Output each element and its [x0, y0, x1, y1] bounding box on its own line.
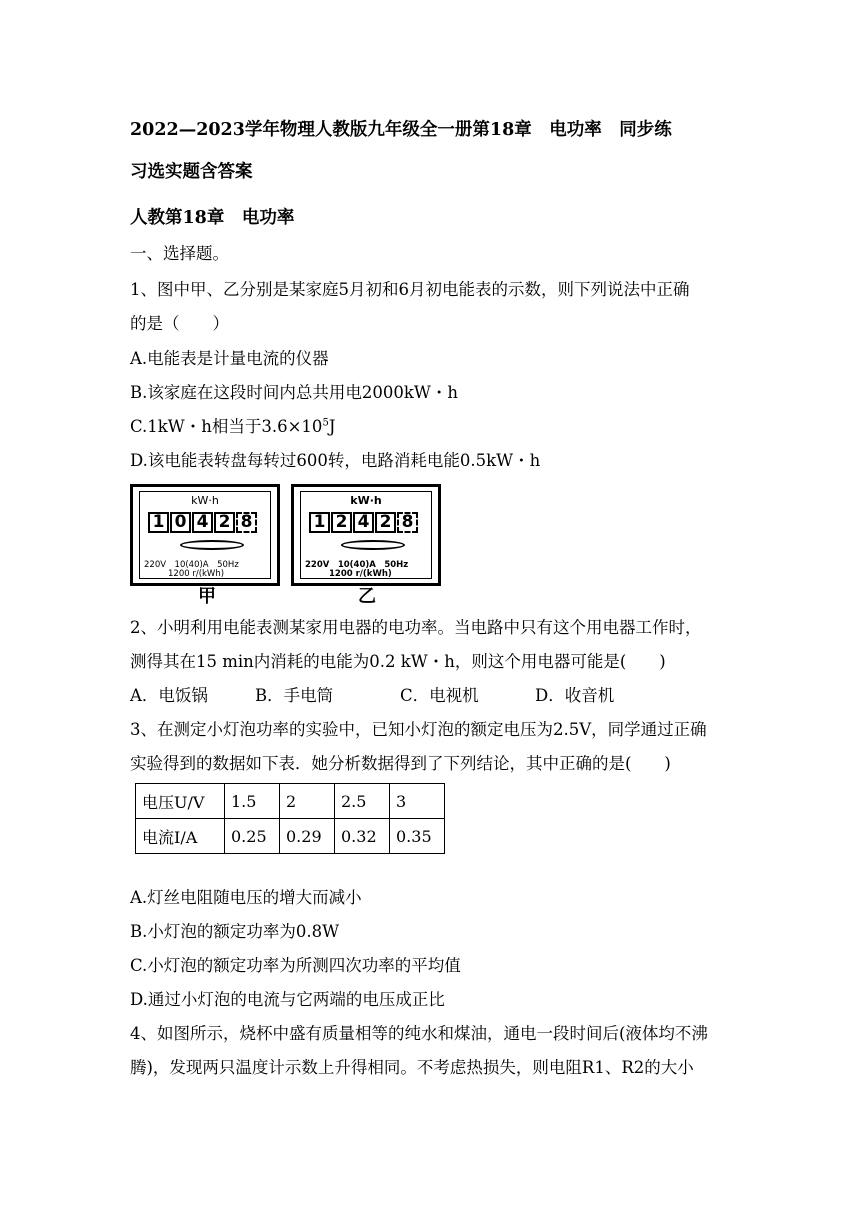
q3-stem-line-2: 实验得到的数据如下表．她分析数据得到了下列结论，其中正确的是( )	[130, 754, 671, 773]
table-cell: 1.5	[225, 784, 280, 819]
table-cell: 电流I/A	[136, 819, 225, 854]
meter-digit-decimal: 8	[236, 512, 257, 533]
section-heading: 一、选择题。	[130, 244, 229, 263]
meter-disk-icon	[180, 540, 244, 550]
q3-option-d: D.通过小灯泡的电流与它两端的电压成正比	[130, 990, 445, 1009]
q4-stem-line-2: 腾)，发现两只温度计示数上升得相同。不考虑热损失，则电阻R1、R2的大小	[130, 1058, 694, 1077]
doc-title-line-2: 习选实题含答案	[130, 162, 253, 182]
meter-jia	[130, 484, 280, 586]
q3-option-c: C.小灯泡的额定功率为所测四次功率的平均值	[130, 956, 461, 975]
chapter-heading: 人教第18章 电功率	[130, 208, 295, 228]
meter-jia-label: 甲	[198, 586, 216, 607]
q1-option-c-exponent: 5	[322, 417, 329, 429]
meter-jia-unit: kW·h	[191, 494, 219, 507]
meter-digit: 1	[309, 512, 330, 533]
meter-digit: 2	[375, 512, 396, 533]
q1-option-b: B.该家庭在这段时间内总共用电2000kW・h	[130, 383, 458, 402]
table-row	[136, 819, 445, 854]
table-row	[136, 784, 445, 819]
table-cell: 0.29	[280, 819, 335, 854]
meter-digit: 4	[192, 512, 213, 533]
meter-yi-unit: kW·h	[350, 494, 382, 507]
table-cell: 2.5	[335, 784, 390, 819]
meter-digit: 0	[170, 512, 191, 533]
q1-stem-line-1: 1、图中甲、乙分别是某家庭5月初和6月初电能表的示数，则下列说法中正确	[130, 280, 690, 299]
meter-digit: 1	[148, 512, 169, 533]
meter-digit: 4	[353, 512, 374, 533]
q4-stem-line-1: 4、如图所示，烧杯中盛有质量相等的纯水和煤油，通电一段时间后(液体均不沸	[130, 1024, 708, 1043]
q1-option-a: A.电能表是计量电流的仪器	[130, 349, 329, 368]
table-cell: 电压U/V	[136, 784, 225, 819]
meter-yi-rev: 1200 r/(kWh)	[329, 569, 392, 579]
q2-option-d: D．收音机	[535, 686, 615, 705]
meter-jia-digits	[148, 512, 258, 533]
meter-digit: 2	[214, 512, 235, 533]
q2-option-c: C．电视机	[400, 686, 479, 705]
meter-yi	[291, 484, 441, 586]
q3-stem-line-1: 3、在测定小灯泡功率的实验中，已知小灯泡的额定电压为2.5V，同学通过正确	[130, 720, 707, 739]
meter-jia-spec: 220V 10(40)A 50Hz	[144, 560, 239, 570]
q2-stem-line-2: 测得其在15 min内消耗的电能为0.2 kW・h，则这个用电器可能是( )	[130, 652, 666, 671]
q2-options	[130, 686, 614, 706]
table-cell: 3	[390, 784, 445, 819]
q2-option-a: A．电饭锅	[130, 686, 208, 705]
meter-jia-panel	[139, 491, 271, 579]
q3-option-b: B.小灯泡的额定功率为0.8W	[130, 922, 340, 941]
q2-stem-line-1: 2、小明利用电能表测某家用电器的电功率。当电路中只有这个用电器工作时，	[130, 618, 702, 637]
q3-data-table	[135, 783, 445, 854]
meter-disk-icon	[341, 540, 405, 550]
meter-digit: 2	[331, 512, 352, 533]
q1-option-c-unit: J	[328, 417, 336, 436]
q3-option-a: A.灯丝电阻随电压的增大而减小	[130, 888, 362, 907]
meter-yi-spec: 220V 10(40)A 50Hz	[305, 560, 409, 570]
meter-yi-digits	[309, 512, 419, 533]
table-cell: 2	[280, 784, 335, 819]
q1-stem-line-2: 的是（ ）	[130, 314, 229, 333]
meter-yi-label: 乙	[358, 586, 376, 607]
meter-digit-decimal: 8	[397, 512, 418, 533]
doc-title-line-1: 2022—2023学年物理人教版九年级全一册第18章 电功率 同步练	[130, 120, 672, 140]
q1-option-c	[130, 417, 335, 437]
table-cell: 0.35	[390, 819, 445, 854]
q1-option-c-text: C.1kW・h相当于3.6×10	[130, 417, 323, 436]
meter-jia-rev: 1200 r/(kWh)	[168, 569, 225, 579]
q2-option-b: B．手电筒	[255, 686, 334, 705]
table-cell: 0.32	[335, 819, 390, 854]
meter-yi-panel	[300, 491, 432, 579]
q1-option-d: D.该电能表转盘每转过600转，电路消耗电能0.5kW・h	[130, 451, 541, 470]
table-cell: 0.25	[225, 819, 280, 854]
